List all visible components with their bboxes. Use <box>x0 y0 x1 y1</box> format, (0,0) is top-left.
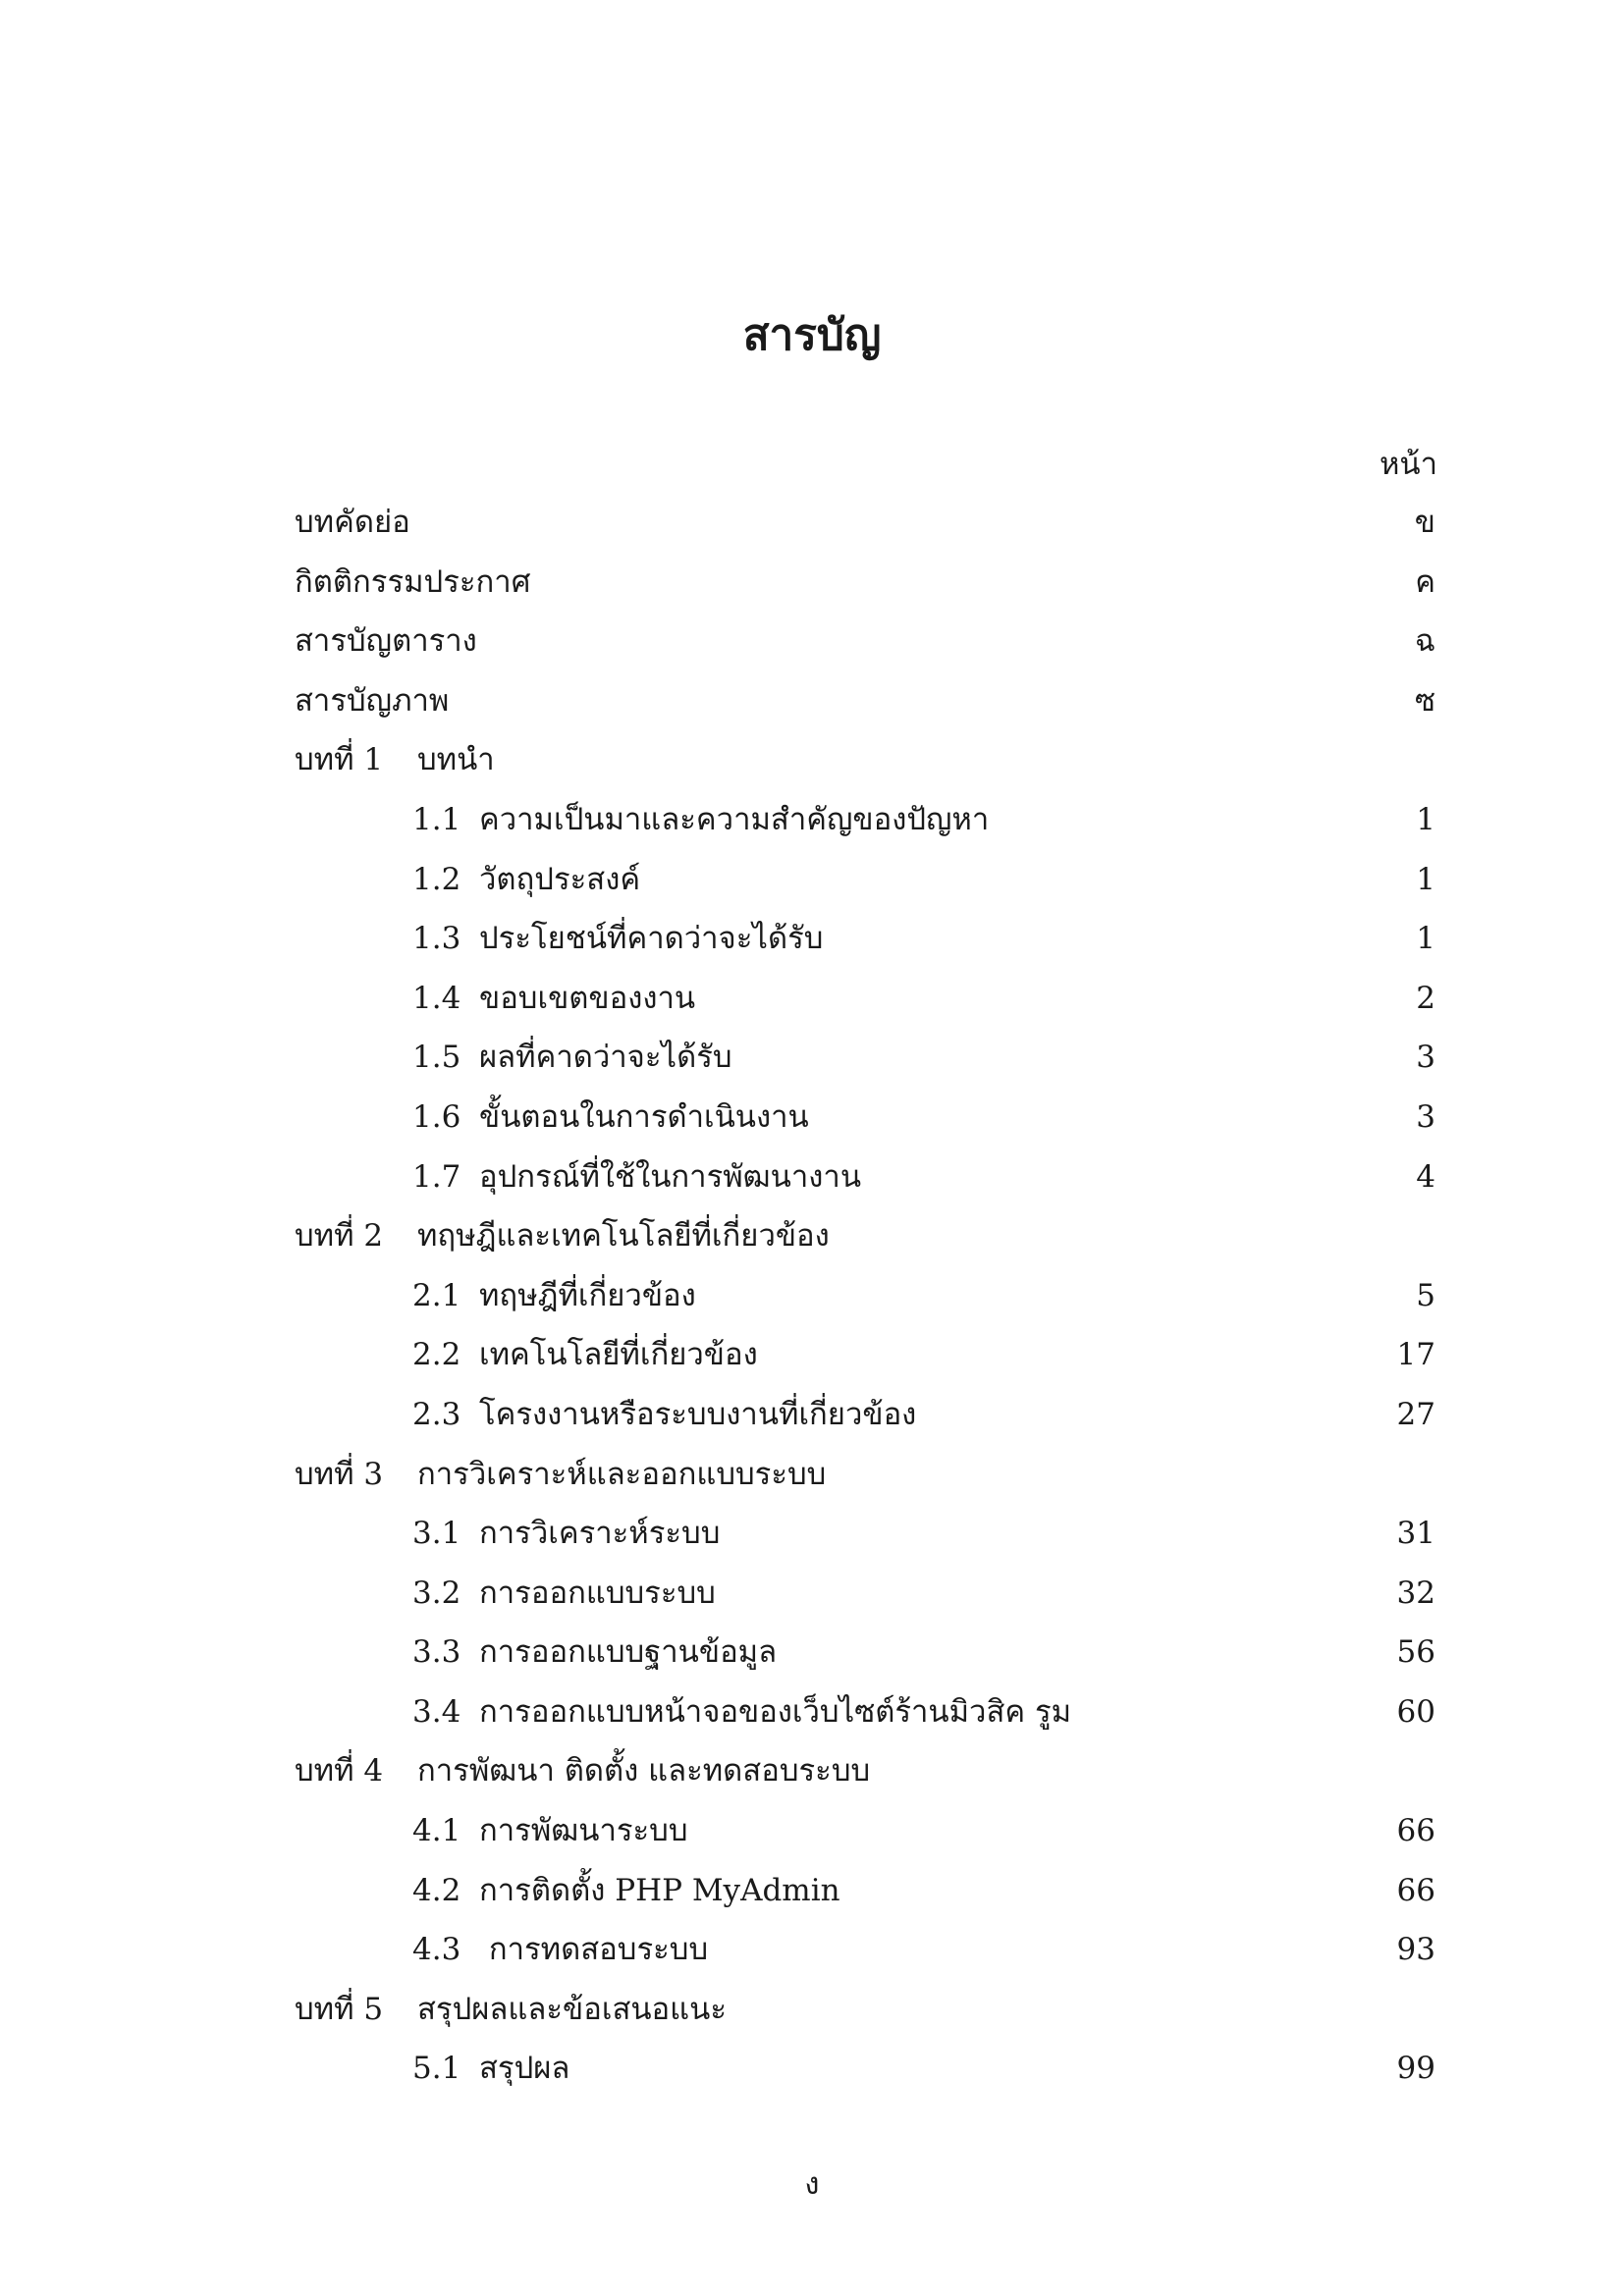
section-number: 3.1 <box>412 1516 461 1552</box>
page-reference: 60 <box>1396 1693 1435 1730</box>
toc-section-row <box>0 1148 1624 1207</box>
chapter-title: สรุปผลและข้อเสนอแนะ <box>417 1991 727 2027</box>
section-number: 5.1 <box>412 2051 461 2087</box>
section-number: 1.1 <box>412 801 461 837</box>
toc-front-row <box>0 671 1624 731</box>
toc-section-row <box>0 1920 1624 1980</box>
section-title: การออกแบบฐานข้อมูล <box>479 1634 778 1671</box>
toc-section-row <box>0 969 1624 1029</box>
page-reference: ข <box>1414 505 1435 540</box>
toc-section-row <box>0 1564 1624 1624</box>
section-title: การพัฒนาระบบ <box>479 1813 688 1849</box>
page-reference: 3 <box>1416 1098 1435 1135</box>
chapter-number: บทที่ 3 <box>295 1456 384 1492</box>
section-title: การออกแบบหน้าจอของเว็บไซต์ร้านมิวสิค รูม <box>479 1693 1072 1730</box>
toc-chapter-row <box>0 1445 1624 1505</box>
section-title: การติดตั้ง PHP MyAdmin <box>479 1872 840 1908</box>
section-number: 1.2 <box>412 861 461 897</box>
chapter-number: บทที่ 2 <box>295 1218 384 1255</box>
toc-front-row <box>0 493 1624 553</box>
toc-section-row <box>0 1028 1624 1088</box>
page-reference: 1 <box>1416 921 1435 957</box>
front-matter-title: กิตติกรรมประกาศ <box>295 563 531 600</box>
front-matter-title: บทคัดย่อ <box>295 505 410 540</box>
toc-section-row <box>0 1623 1624 1682</box>
toc-section-row <box>0 1504 1624 1564</box>
page-reference: 32 <box>1396 1575 1435 1611</box>
toc-section-row <box>0 909 1624 969</box>
page-reference: 2 <box>1416 980 1435 1016</box>
section-number: 3.4 <box>412 1693 461 1730</box>
section-title: การทดสอบระบบ <box>479 1932 709 1968</box>
chapter-number: บทที่ 1 <box>295 742 384 778</box>
toc-section-row <box>0 1682 1624 1742</box>
chapter-number: บทที่ 5 <box>295 1991 384 2027</box>
page-reference: 66 <box>1396 1872 1435 1908</box>
toc-section-row <box>0 1861 1624 1921</box>
section-title: ผลที่คาดว่าจะได้รับ <box>479 1040 732 1076</box>
toc-front-row <box>0 612 1624 671</box>
section-number: 1.6 <box>412 1098 461 1135</box>
toc-chapter-row <box>0 1980 1624 2040</box>
toc-chapter-row <box>0 730 1624 790</box>
section-number: 1.5 <box>412 1040 461 1076</box>
toc-front-row <box>0 553 1624 613</box>
page-number: ง <box>804 2166 820 2202</box>
front-matter-title: สารบัญภาพ <box>295 682 450 719</box>
toc-chapter-row <box>0 1206 1624 1266</box>
page-title: สารบัญ <box>742 310 882 360</box>
chapter-title: ทฤษฎีและเทคโนโลยีที่เกี่ยวข้อง <box>417 1218 830 1255</box>
toc-section-row <box>0 790 1624 850</box>
toc-section-row <box>0 2039 1624 2099</box>
page-reference: 4 <box>1416 1158 1435 1195</box>
page-reference: ฉ <box>1414 623 1435 660</box>
page-reference: 27 <box>1396 1396 1435 1432</box>
toc-section-row <box>0 1385 1624 1445</box>
toc-section-row <box>0 1801 1624 1861</box>
front-matter-title: สารบัญตาราง <box>295 623 477 660</box>
section-title: สรุปผล <box>479 2051 570 2087</box>
page-reference: 1 <box>1416 801 1435 837</box>
page-reference: 17 <box>1396 1337 1435 1373</box>
section-number: 3.3 <box>412 1634 461 1671</box>
page-reference: 93 <box>1396 1932 1435 1968</box>
section-title: ความเป็นมาและความสำคัญของปัญหา <box>479 801 990 837</box>
section-number: 4.1 <box>412 1813 461 1849</box>
toc-section-row <box>0 1266 1624 1326</box>
page-reference: ค <box>1415 563 1435 600</box>
chapter-title: การพัฒนา ติดตั้ง และทดสอบระบบ <box>417 1753 871 1789</box>
chapter-title: บทนำ <box>417 742 495 778</box>
section-title: ขั้นตอนในการดำเนินงาน <box>479 1098 809 1135</box>
page-reference: 66 <box>1396 1813 1435 1849</box>
section-title: อุปกรณ์ที่ใช้ในการพัฒนางาน <box>479 1158 862 1195</box>
section-number: 1.4 <box>412 980 461 1016</box>
section-number: 1.3 <box>412 921 461 957</box>
page-reference: 5 <box>1416 1277 1435 1313</box>
section-title: การวิเคราะห์ระบบ <box>479 1516 721 1552</box>
section-title: ประโยชน์ที่คาดว่าจะได้รับ <box>479 921 824 957</box>
section-number: 2.1 <box>412 1277 461 1313</box>
toc-section-row <box>0 850 1624 910</box>
section-number: 2.2 <box>412 1337 461 1373</box>
page-reference: ซ <box>1414 682 1435 719</box>
page-reference: 31 <box>1396 1516 1435 1552</box>
section-title: ทฤษฎีที่เกี่ยวข้อง <box>479 1277 696 1313</box>
toc-section-row <box>0 1325 1624 1385</box>
table-of-contents <box>0 493 1624 2099</box>
section-number: 4.3 <box>412 1932 461 1968</box>
chapter-number: บทที่ 4 <box>295 1753 384 1789</box>
toc-chapter-row <box>0 1741 1624 1801</box>
section-number: 4.2 <box>412 1872 461 1908</box>
toc-section-row <box>0 1088 1624 1148</box>
page-reference: 99 <box>1396 2051 1435 2087</box>
section-title: ขอบเขตของงาน <box>479 980 696 1016</box>
page-reference: 1 <box>1416 861 1435 897</box>
section-title: การออกแบบระบบ <box>479 1575 716 1611</box>
page-reference: 56 <box>1396 1634 1435 1671</box>
chapter-title: การวิเคราะห์และออกแบบระบบ <box>417 1456 827 1492</box>
page-reference: 3 <box>1416 1040 1435 1076</box>
section-number: 3.2 <box>412 1575 461 1611</box>
section-title: โครงงานหรือระบบงานที่เกี่ยวข้อง <box>479 1396 917 1432</box>
section-title: เทคโนโลยีที่เกี่ยวข้อง <box>479 1337 758 1373</box>
section-number: 2.3 <box>412 1396 461 1432</box>
page-column-header: หน้า <box>1379 447 1437 482</box>
section-title: วัตถุประสงค์ <box>479 861 641 897</box>
section-number: 1.7 <box>412 1158 461 1195</box>
